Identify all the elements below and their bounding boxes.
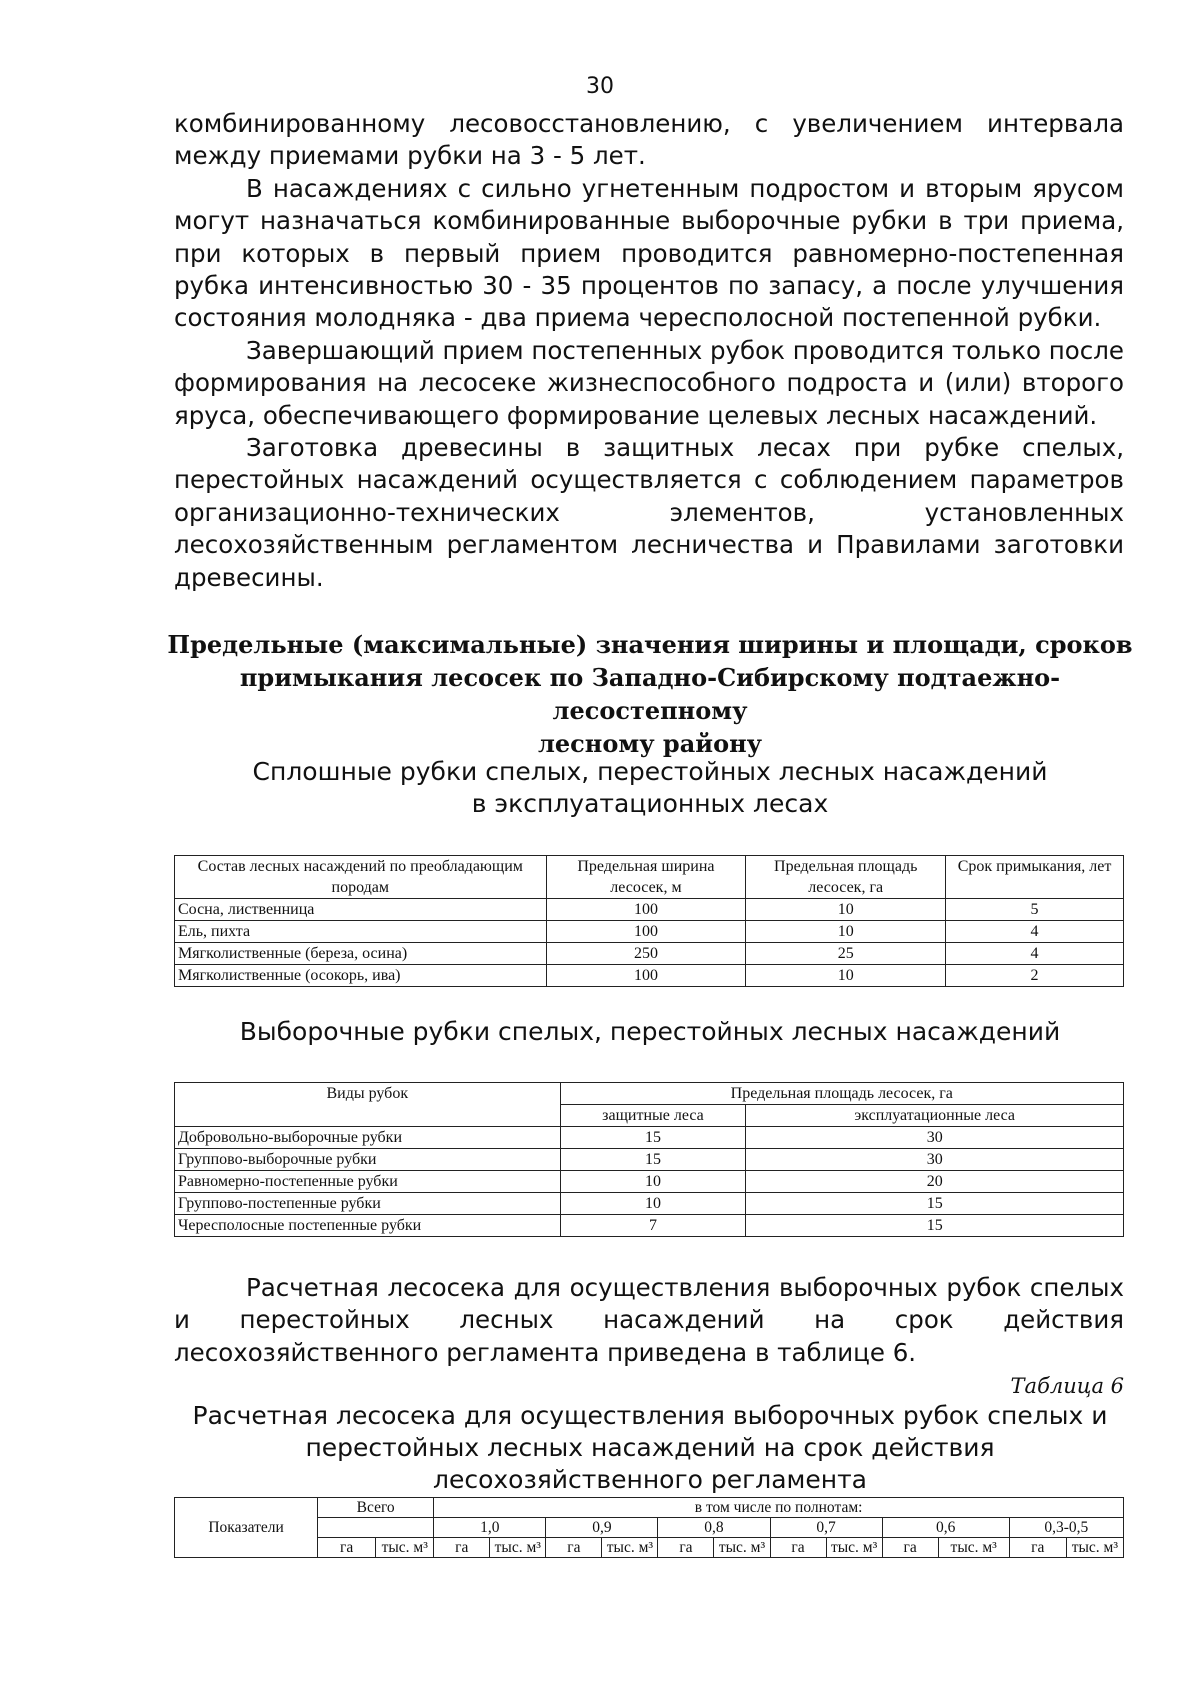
table-cell: Чересполосные постепенные рубки (175, 1215, 561, 1237)
table-cell: 7 (560, 1215, 746, 1237)
intro-paragraph-2: В насаждениях с сильно угнетенным подростом и вторым ярусом могут назначаться комбинированные выборочные рубки в три приема, при которых в первый прием проводится равномерно-постепенная рубка интенсивностью 30 - 35 процентов по запасу, а после улучшения состояния молодняка - два приема чересполосной постепенной рубки. (174, 173, 1124, 333)
intro-paragraph-3: Завершающий прием постепенных рубок проводится только после формирования на лесосеке жизнеспособного подроста и (или) второго яруса, обеспечивающего формирование целевых лесных насаждений. (174, 335, 1124, 430)
table-cell: Ель, пихта (175, 921, 547, 943)
table-row (175, 965, 1124, 987)
header-cell: защитные леса (560, 1105, 746, 1127)
header-cell: эксплуатационные леса (746, 1105, 1124, 1127)
density-header: 0,8 (658, 1518, 770, 1538)
table-cell: 250 (546, 943, 746, 965)
unit-cell: га (882, 1538, 938, 1558)
unit-cell: га (658, 1538, 714, 1558)
table-header-row (175, 1498, 1124, 1518)
table-6 (174, 1497, 1124, 1558)
table-header-row (175, 1518, 1124, 1538)
table-cell: 2 (946, 965, 1124, 987)
table-cell: 100 (546, 899, 746, 921)
header-cell: в том числе по полнотам: (434, 1498, 1124, 1518)
table-cell: Группово-постепенные рубки (175, 1193, 561, 1215)
table-header-row (175, 1083, 1124, 1105)
table6-title-line-1: Расчетная лесосека для осуществления выборочных рубок спелых и (192, 1401, 1108, 1430)
header-cell: Всего (318, 1498, 434, 1518)
table-header-row (175, 1538, 1124, 1558)
table-header-row (175, 856, 1124, 899)
table-cell: 4 (946, 921, 1124, 943)
heading-line-3: лесному району (537, 729, 762, 758)
table-cell: 10 (746, 899, 946, 921)
unit-cell: га (434, 1538, 490, 1558)
table2-title: Выборочные рубки спелых, перестойных лесных насаждений (239, 1017, 1061, 1046)
heading-line-2: примыкания лесосек по Западно-Сибирскому подтаежно-лесостепному (239, 663, 1061, 725)
unit-cell: тыс. м³ (714, 1538, 770, 1558)
table6-title (150, 1400, 1150, 1496)
table1-title (150, 756, 1150, 820)
table-cell: Сосна, лиственница (175, 899, 547, 921)
table-row (175, 1149, 1124, 1171)
unit-cell: тыс. м³ (602, 1538, 658, 1558)
unit-cell: тыс. м³ (490, 1538, 546, 1558)
table-row (175, 899, 1124, 921)
header-cell: Срок примыкания, лет (946, 856, 1124, 899)
table-cell: Группово-выборочные рубки (175, 1149, 561, 1171)
table-cell: Добровольно-выборочные рубки (175, 1127, 561, 1149)
header-cell: Предельная ширина лесосек, м (546, 856, 746, 899)
table-row (175, 943, 1124, 965)
intro-paragraph-1: комбинированному лесовосстановлению, с увеличением интервала между приемами рубки на 3 - 5 лет. (174, 109, 1124, 171)
table-cell: 5 (946, 899, 1124, 921)
table-cell: 100 (546, 965, 746, 987)
outro-text (174, 1272, 1124, 1369)
page-number: 30 (586, 74, 614, 99)
header-cell: Виды рубок (175, 1083, 561, 1127)
table6-caption: Таблица 6 (1010, 1374, 1124, 1398)
header-cell: Показатели (175, 1498, 318, 1558)
table1-title-line-1: Сплошные рубки спелых, перестойных лесных насаждений (252, 757, 1048, 786)
intro-text (174, 108, 1124, 594)
header-cell (318, 1518, 434, 1538)
unit-cell: тыс. м³ (376, 1538, 434, 1558)
table-cell: Мягколиственные (береза, осина) (175, 943, 547, 965)
table1-title-line-2: в эксплуатационных лесах (471, 789, 829, 818)
table-selective-cuts (174, 1082, 1124, 1237)
unit-cell: га (770, 1538, 826, 1558)
density-header: 0,3-0,5 (1009, 1518, 1123, 1538)
table-cell: 25 (746, 943, 946, 965)
unit-cell: тыс. м³ (1066, 1538, 1123, 1558)
heading-line-1: Предельные (максимальные) значения ширины и площади, сроков (167, 630, 1133, 659)
table-cell: 10 (560, 1171, 746, 1193)
table-cell: 4 (946, 943, 1124, 965)
unit-cell: тыс. м³ (826, 1538, 882, 1558)
table6-title-line-3: лесохозяйственного регламента (432, 1465, 867, 1494)
unit-cell: га (318, 1538, 376, 1558)
header-cell: Состав лесных насаждений по преобладающим породам (175, 856, 547, 899)
table-cell: 10 (746, 965, 946, 987)
outro-paragraph: Расчетная лесосека для осуществления выборочных рубок спелых и перестойных лесных насаждений на срок действия лесохозяйственного регламента приведена в таблице 6. (174, 1273, 1124, 1367)
density-header: 0,7 (770, 1518, 882, 1538)
unit-cell: тыс. м³ (938, 1538, 1009, 1558)
density-header: 0,9 (546, 1518, 658, 1538)
table-cell: 15 (746, 1193, 1124, 1215)
table-clear-cuts (174, 855, 1124, 987)
table-cell: 15 (560, 1149, 746, 1171)
table-cell: 10 (746, 921, 946, 943)
table-cell: 30 (746, 1127, 1124, 1149)
table-cell: 100 (546, 921, 746, 943)
table-cell: 15 (560, 1127, 746, 1149)
density-header: 0,6 (882, 1518, 1009, 1538)
table-row (175, 1127, 1124, 1149)
table-row (175, 1171, 1124, 1193)
table-cell: Равномерно-постепенные рубки (175, 1171, 561, 1193)
density-header: 1,0 (434, 1518, 546, 1538)
unit-cell: га (1009, 1538, 1066, 1558)
table-cell: Мягколиственные (осокорь, ива) (175, 965, 547, 987)
intro-paragraph-4: Заготовка древесины в защитных лесах при рубке спелых, перестойных насаждений осуществляется с соблюдением параметров организационно-технических элементов, установленных лесохозяйственным регламентом лесничества и Правилами заготовки древесины. (174, 433, 1124, 592)
table-row (175, 1215, 1124, 1237)
table-row (175, 921, 1124, 943)
unit-cell: га (546, 1538, 602, 1558)
header-cell: Предельная площадь лесосек, га (746, 856, 946, 899)
header-cell: Предельная площадь лесосек, га (560, 1083, 1123, 1105)
table-cell: 10 (560, 1193, 746, 1215)
table-row (175, 1193, 1124, 1215)
section-heading (150, 628, 1150, 760)
table-cell: 30 (746, 1149, 1124, 1171)
table-cell: 15 (746, 1215, 1124, 1237)
table-cell: 20 (746, 1171, 1124, 1193)
table6-title-line-2: перестойных лесных насаждений на срок действия (305, 1433, 995, 1462)
